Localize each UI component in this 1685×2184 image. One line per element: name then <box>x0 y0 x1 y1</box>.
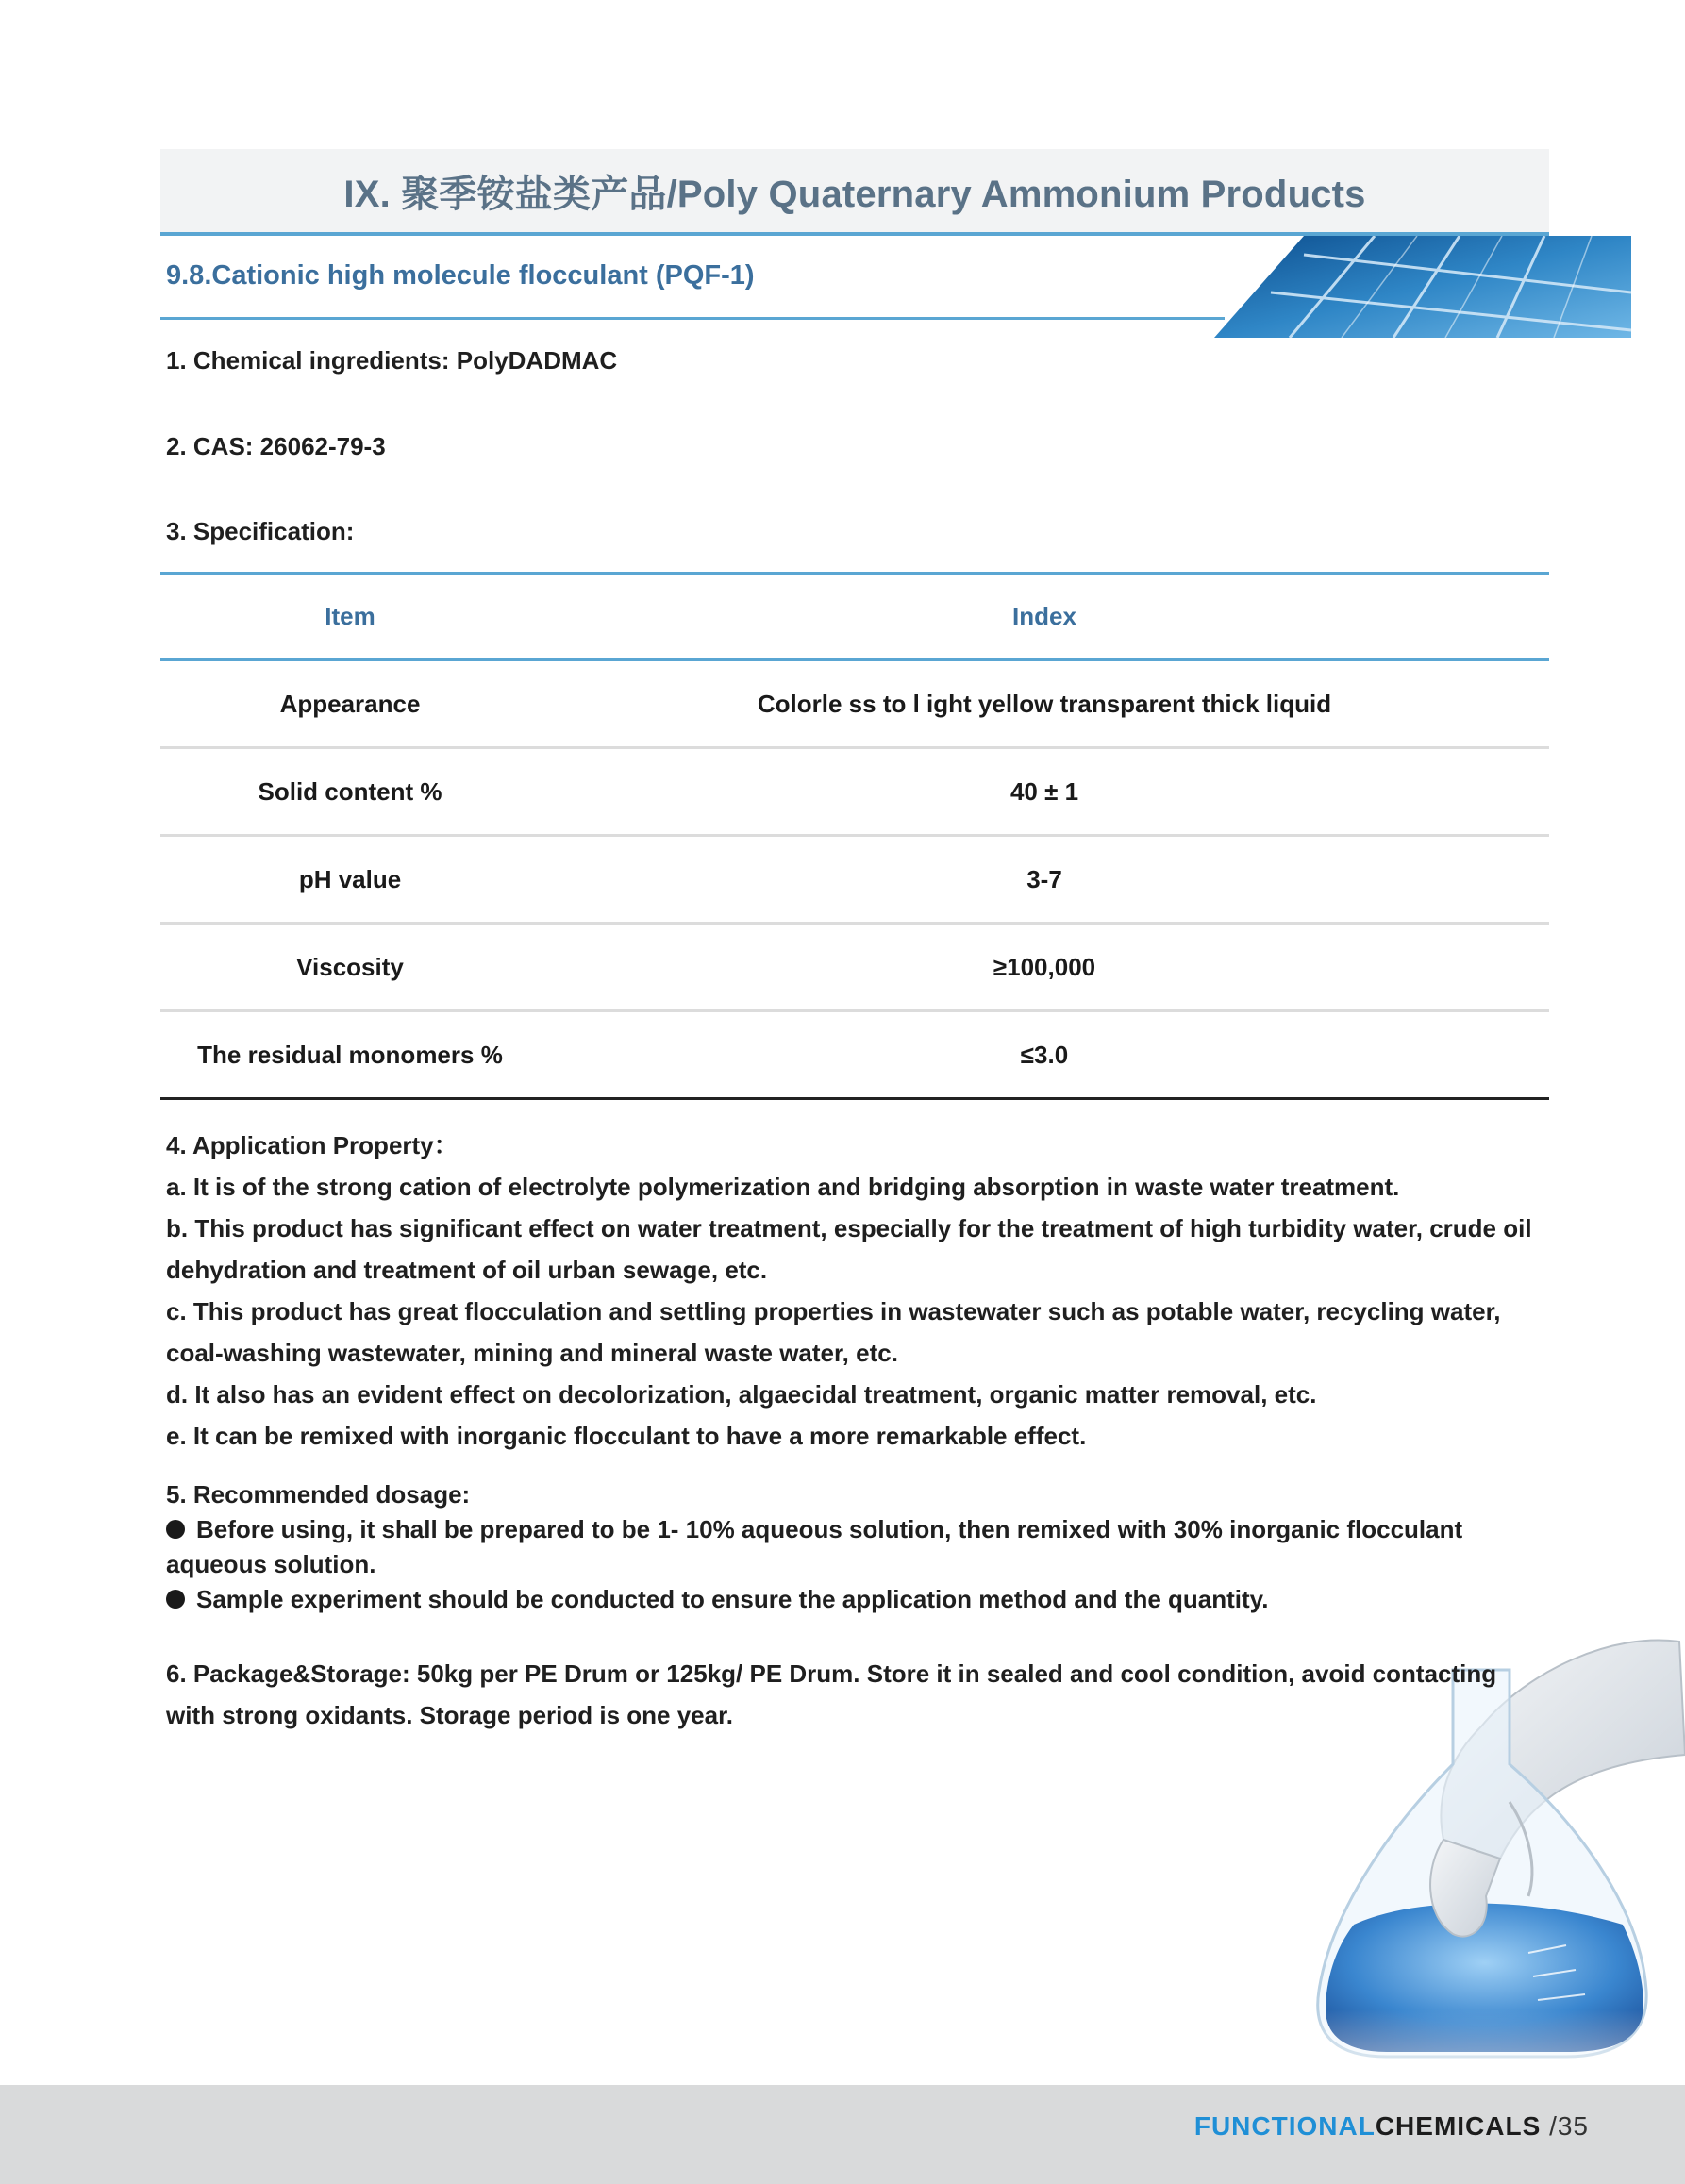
table-row <box>160 925 1549 1012</box>
specification-table <box>160 572 1549 1100</box>
building-glass-graphic <box>1214 236 1631 338</box>
table-cell-index: 40 ± 1 <box>1009 776 1079 806</box>
cas-line: 2. CAS: 26062-79-3 <box>166 432 386 460</box>
bullet-dot-icon <box>166 1520 185 1539</box>
dosage-bullet: Before using, it shall be prepared to be 1- 10% aqueous solution, then remixed with 30% inorganic flocculant <box>166 1512 1543 1547</box>
table-cell-item: The residual monomers % <box>197 1040 503 1069</box>
application-line: dehydration and treatment of oil urban sewage, etc. <box>166 1256 768 1284</box>
application-line: d. It also has an evident effect on decolorization, algaecidal treatment, organic matter removal, etc. <box>166 1380 1317 1409</box>
table-row <box>160 749 1549 837</box>
spec-heading: 3. Specification: <box>166 517 355 545</box>
page-title: IX. 聚季铵盐类产品/Poly Quaternary Ammonium Products <box>343 173 1366 215</box>
application-line: e. It can be remixed with inorganic flocculant to have a more remarkable effect. <box>166 1422 1087 1450</box>
bullet-dot-icon <box>166 1590 185 1609</box>
table-cell-index: ≤3.0 <box>1020 1040 1069 1069</box>
table-cell-item: pH value <box>298 864 402 893</box>
dosage-section <box>166 1477 1543 1617</box>
application-line: c. This product has great flocculation and settling properties in wastewater such as potable water, recycling water, <box>166 1297 1501 1325</box>
table-cell-index: Colorle ss to l ight yellow transparent thick liquid <box>757 689 1332 718</box>
table-cell-index: ≥100,000 <box>993 952 1096 981</box>
page-title-bar <box>160 149 1549 236</box>
dosage-bullet-continuation: aqueous solution. <box>166 1550 376 1578</box>
table-cell-item: Viscosity <box>296 952 404 981</box>
application-property-section <box>166 1125 1543 1457</box>
application-line: b. This product has significant effect on water treatment, especially for the treatment of high turbidity water, crude oil <box>166 1214 1532 1242</box>
application-heading: 4. Application Property： <box>166 1131 459 1159</box>
table-row <box>160 1012 1549 1100</box>
table-cell-index: 3-7 <box>1026 864 1062 893</box>
table-cell-item: Solid content % <box>258 776 442 806</box>
table-header-row <box>160 575 1549 661</box>
dosage-heading: 5. Recommended dosage: <box>166 1480 471 1509</box>
section-subtitle: 9.8.Cationic high molecule flocculant (PQF-1) <box>166 260 755 291</box>
table-cell-item: Appearance <box>279 689 421 718</box>
page-number: /35 <box>1549 2111 1589 2141</box>
footer-brand <box>1194 2111 1589 2142</box>
dosage-bullet: Sample experiment should be conducted to ensure the application method and the quantity. <box>166 1582 1543 1617</box>
table-header-item: Item <box>325 602 375 630</box>
page-footer <box>0 2085 1685 2184</box>
package-line: with strong oxidants. Storage period is one year. <box>166 1701 734 1729</box>
subtitle-divider <box>160 317 1225 320</box>
package-storage-section <box>166 1653 1543 1736</box>
footer-brand-chemicals: CHEMICALS <box>1375 2111 1542 2141</box>
application-line: coal-washing wastewater, mining and mineral waste water, etc. <box>166 1339 898 1367</box>
application-line: a. It is of the strong cation of electrolyte polymerization and bridging absorption in waste water treatment. <box>166 1173 1400 1201</box>
footer-brand-functional: FUNCTIONAL <box>1193 2111 1376 2141</box>
ingredients-line: 1. Chemical ingredients: PolyDADMAC <box>166 346 618 375</box>
table-row <box>160 837 1549 925</box>
table-row <box>160 661 1549 749</box>
package-line: 6. Package&Storage: 50kg per PE Drum or 125kg/ PE Drum. Store it in sealed and cool condition, avoid contacting <box>166 1659 1497 1688</box>
table-header-index: Index <box>1012 602 1076 630</box>
